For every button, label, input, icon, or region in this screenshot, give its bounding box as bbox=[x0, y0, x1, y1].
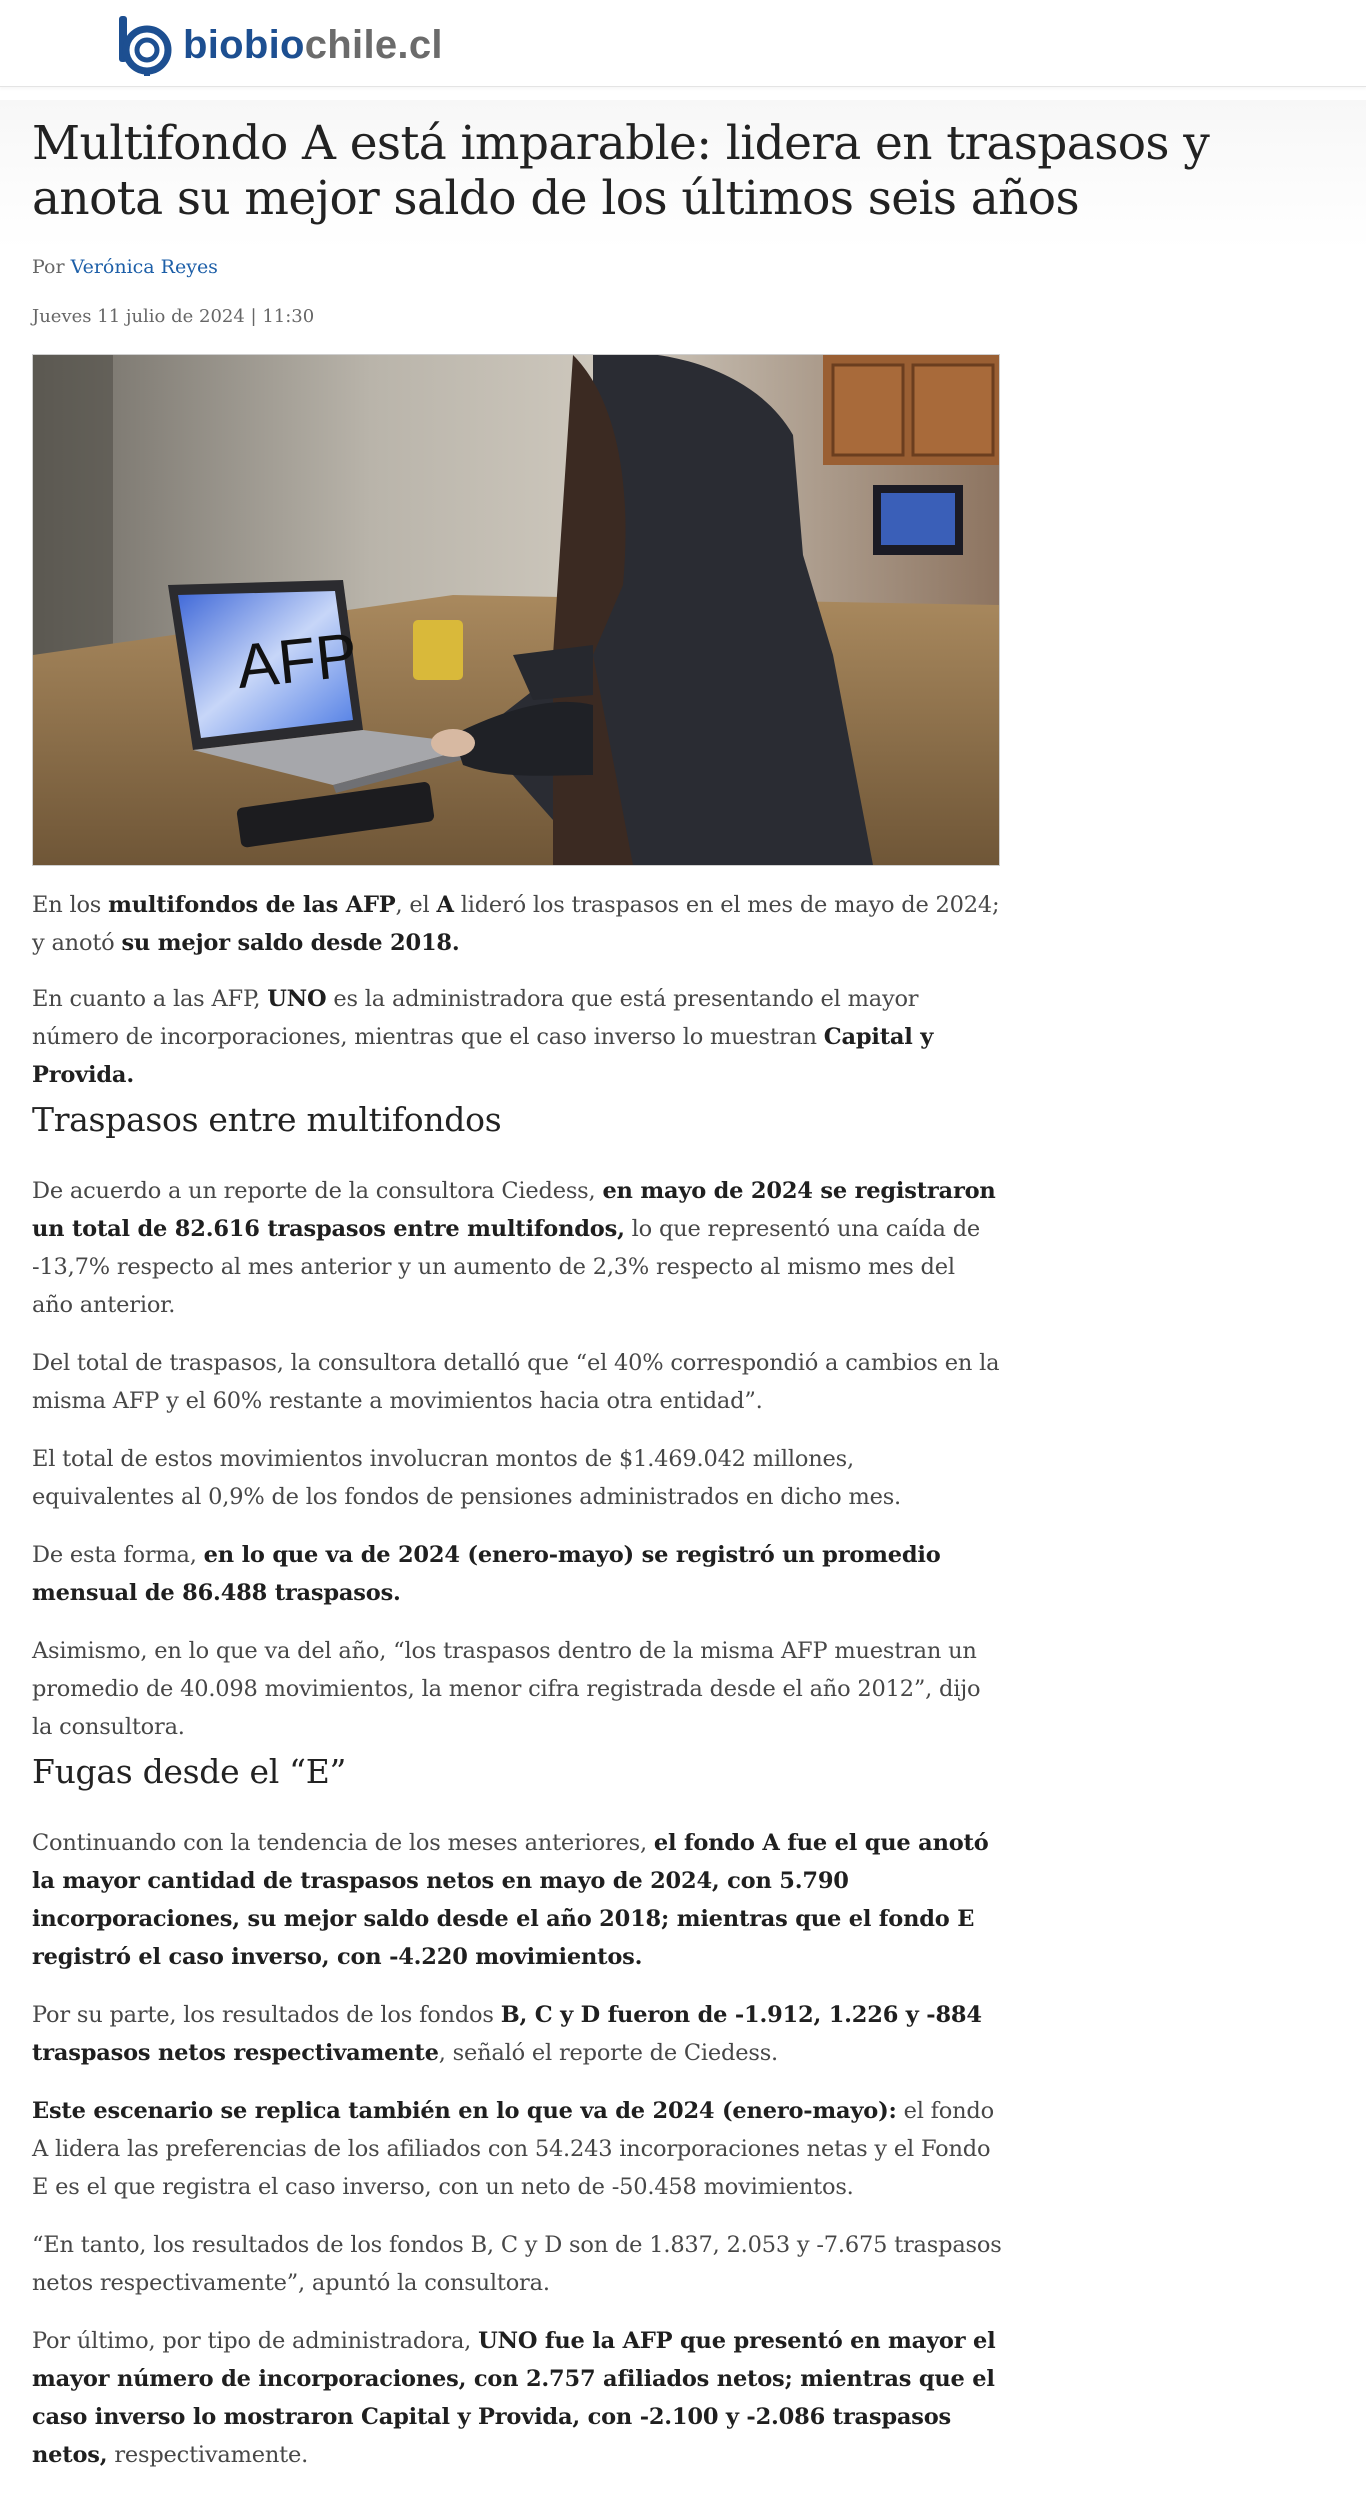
author-link[interactable]: Verónica Reyes bbox=[70, 256, 218, 278]
paragraph-3: De acuerdo a un reporte de la consultora Ciedess, en mayo de 2024 se registraron un total de 82.616 traspasos entre multifondos, lo que representó una caída de -13,7% respecto al mes anterior y un aumento de 2,3% respecto al mismo mes del año anterior. bbox=[32, 1178, 996, 1318]
site-logo-text: biobiochile.cl bbox=[183, 23, 443, 67]
paragraph-8: Continuando con la tendencia de los meses anteriores, el fondo A fue el que anotó la mayor cantidad de traspasos netos en mayo de 2024, con 5.790 incorporaciones, su mejor saldo desde el año 2018; mientras que el fondo E registró el caso inverso, con -4.220 movimientos. bbox=[32, 1830, 989, 1970]
article-body bbox=[32, 886, 1002, 2474]
paragraph-4: Del total de traspasos, la consultora detalló que “el 40% correspondió a cambios en la misma AFP y el 60% restante a movimientos hacia otra entidad”. bbox=[32, 1350, 1000, 1414]
byline bbox=[32, 256, 218, 278]
publish-date: Jueves 11 julio de 2024 | 11:30 bbox=[32, 306, 315, 327]
section-heading-fugas: Fugas desde el “E” bbox=[32, 1752, 347, 1791]
section-heading-traspasos: Traspasos entre multifondos bbox=[32, 1100, 502, 1139]
article-title: Multifondo A está imparable: lidera en traspasos y anota su mejor saldo de los últimos seis años bbox=[32, 116, 1210, 226]
hero-image bbox=[32, 354, 1000, 866]
paragraph-10: Este escenario se replica también en lo que va de 2024 (enero-mayo): el fondo A lidera las preferencias de los afiliados con 54.243 incorporaciones netas y el Fondo E es el que registra el caso inverso, con un neto de -50.458 movimientos. bbox=[32, 2098, 994, 2200]
site-logo[interactable] bbox=[117, 12, 443, 78]
biobio-logo-icon bbox=[117, 12, 175, 78]
site-header bbox=[0, 0, 1366, 87]
paragraph-9: Por su parte, los resultados de los fondos B, C y D fueron de -1.912, 1.226 y -884 traspasos netos respectivamente, señaló el reporte de Ciedess. bbox=[32, 2002, 982, 2066]
paragraph-5: El total de estos movimientos involucran montos de $1.469.042 millones, equivalentes al 0,9% de los fondos de pensiones administrados en dicho mes. bbox=[32, 1446, 902, 1510]
paragraph-7: Asimismo, en lo que va del año, “los traspasos dentro de la misma AFP muestran un promedio de 40.098 movimientos, la menor cifra registrada desde el año 2012”, dijo la consultora. bbox=[32, 1638, 981, 1740]
paragraph-2: En cuanto a las AFP, UNO es la administradora que está presentando el mayor número de incorporaciones, mientras que el caso inverso lo muestran Capital y Provida. bbox=[32, 986, 934, 1088]
paragraph-1: En los multifondos de las AFP, el A lideró los traspasos en el mes de mayo de 2024; y anotó su mejor saldo desde 2018. bbox=[32, 892, 1000, 956]
paragraph-11: “En tanto, los resultados de los fondos B, C y D son de 1.837, 2.053 y -7.675 traspasos netos respectivamente”, apuntó la consultora. bbox=[32, 2232, 1002, 2296]
paragraph-6: De esta forma, en lo que va de 2024 (enero-mayo) se registró un promedio mensual de 86.488 traspasos. bbox=[32, 1542, 941, 1606]
hero-photo-illustration bbox=[33, 355, 999, 865]
byline-prefix: Por bbox=[32, 256, 65, 278]
paragraph-12: Por último, por tipo de administradora, UNO fue la AFP que presentó en mayor el mayor número de incorporaciones, con 2.757 afiliados netos; mientras que el caso inverso lo mostraron Capital y Provida, con -2.100 y -2.086 traspasos netos, respectivamente. bbox=[32, 2328, 996, 2468]
laptop-screen-text: AFP bbox=[233, 620, 361, 703]
